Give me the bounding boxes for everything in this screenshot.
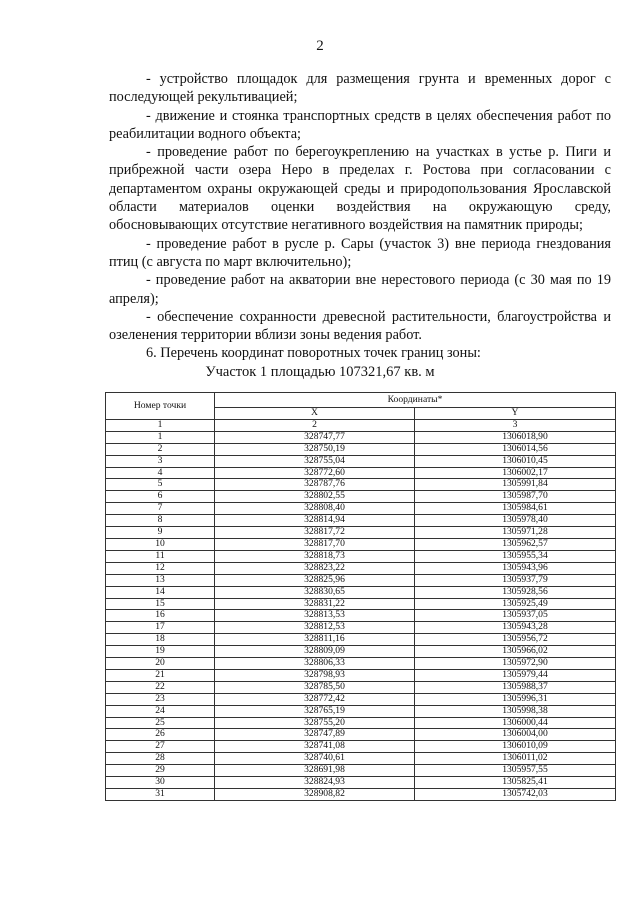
point-number-cell: 13 [106,574,215,586]
table-row [106,646,616,658]
y-coordinate-cell: 1305991,84 [415,479,616,491]
point-number-cell: 23 [106,693,215,705]
x-coordinate-cell: 328798,93 [215,669,415,681]
table-row [106,717,616,729]
y-coordinate-cell: 1305943,28 [415,622,616,634]
table-row [106,705,616,717]
x-coordinate-cell: 328814,94 [215,515,415,527]
page-number: 2 [316,38,324,54]
y-coordinate-cell: 1305998,38 [415,705,616,717]
paragraph-1: - устройство площадок для размещения грунта и временных дорог с последующей рекультивацией; [109,71,611,106]
y-coordinate-cell: 1306004,00 [415,729,616,741]
y-coordinate-cell: 1305957,55 [415,765,616,777]
coordinates-table-body [106,431,616,800]
table-row [106,777,616,789]
table-row [106,622,616,634]
x-coordinate-cell: 328755,20 [215,717,415,729]
paragraph-3: - проведение работ по берегоукреплению на участках в устье р. Пиги и прибрежной части озера Неро в пределах г. Ростова при согласовании с департаментом охраны окружающей среды и природопользования Ярославской области материалов оценки воздействия на окружающую среду, обосновывающих отсутствие негативного воздействия на памятник природы; [109,144,611,234]
table-row [106,741,616,753]
table-row [106,729,616,741]
table-row [106,658,616,670]
point-number-cell: 9 [106,527,215,539]
section-title: Участок 1 площадью 107321,67 кв. м [205,364,435,380]
x-coordinate-cell: 328802,55 [215,491,415,503]
y-coordinate-cell: 1306000,44 [415,717,616,729]
x-coordinate-cell: 328740,61 [215,753,415,765]
point-number-cell: 27 [106,741,215,753]
paragraph-5: - проведение работ на акватории вне нерестового периода (с 30 мая по 19 апреля); [109,272,611,307]
header-x: X [215,408,415,420]
index-cell-2: 2 [215,419,415,431]
x-coordinate-cell: 328747,89 [215,729,415,741]
x-coordinate-cell: 328908,82 [215,789,415,801]
point-number-cell: 20 [106,658,215,670]
table-row [106,765,616,777]
table-row [106,693,616,705]
table-row [106,574,616,586]
point-number-cell: 21 [106,669,215,681]
y-coordinate-cell: 1305825,41 [415,777,616,789]
x-coordinate-cell: 328817,70 [215,538,415,550]
x-coordinate-cell: 328741,08 [215,741,415,753]
y-coordinate-cell: 1305972,90 [415,658,616,670]
paragraph-6: - обеспечение сохранности древесной растительности, благоустройства и озеленения территории вблизи зоны ведения работ. [109,308,611,344]
x-coordinate-cell: 328691,98 [215,765,415,777]
y-coordinate-cell: 1305925,49 [415,598,616,610]
y-coordinate-cell: 1306011,02 [415,753,616,765]
x-coordinate-cell: 328817,72 [215,527,415,539]
x-coordinate-cell: 328785,50 [215,681,415,693]
x-coordinate-cell: 328813,53 [215,610,415,622]
y-coordinate-cell: 1305937,79 [415,574,616,586]
header-coordinates: Координаты* [215,393,616,408]
y-coordinate-cell: 1305971,28 [415,527,616,539]
x-coordinate-cell: 328830,65 [215,586,415,598]
point-number-cell: 24 [106,705,215,717]
x-coordinate-cell: 328825,96 [215,574,415,586]
table-row [106,681,616,693]
table-row [106,479,616,491]
point-number-cell: 14 [106,586,215,598]
x-coordinate-cell: 328747,77 [215,431,415,443]
y-coordinate-cell: 1306002,17 [415,467,616,479]
point-number-cell: 19 [106,646,215,658]
x-coordinate-cell: 328812,53 [215,622,415,634]
y-coordinate-cell: 1305987,70 [415,491,616,503]
point-number-cell: 10 [106,538,215,550]
point-number-cell: 28 [106,753,215,765]
table-row [106,598,616,610]
table-row [106,431,616,443]
point-number-cell: 18 [106,634,215,646]
x-coordinate-cell: 328823,22 [215,562,415,574]
table-row [106,753,616,765]
y-coordinate-cell: 1306014,56 [415,443,616,455]
x-coordinate-cell: 328772,42 [215,693,415,705]
point-number-cell: 8 [106,515,215,527]
table-row [106,503,616,515]
point-number-cell: 2 [106,443,215,455]
point-number-cell: 26 [106,729,215,741]
header-y: Y [415,408,616,420]
x-coordinate-cell: 328824,93 [215,777,415,789]
y-coordinate-cell: 1305962,57 [415,538,616,550]
point-number-cell: 25 [106,717,215,729]
point-number-cell: 7 [106,503,215,515]
point-number-cell: 11 [106,550,215,562]
table-row [106,538,616,550]
y-coordinate-cell: 1305742,03 [415,789,616,801]
table-row [106,550,616,562]
table-row [106,515,616,527]
point-number-cell: 22 [106,681,215,693]
y-coordinate-cell: 1305928,56 [415,586,616,598]
x-coordinate-cell: 328811,16 [215,634,415,646]
table-row [106,467,616,479]
y-coordinate-cell: 1305996,31 [415,693,616,705]
y-coordinate-cell: 1306010,09 [415,741,616,753]
y-coordinate-cell: 1305988,37 [415,681,616,693]
point-number-cell: 12 [106,562,215,574]
coordinates-table [105,392,616,801]
table-row [106,562,616,574]
point-number-cell: 1 [106,431,215,443]
table-row [106,789,616,801]
table-row [106,610,616,622]
y-coordinate-cell: 1305955,34 [415,550,616,562]
point-number-cell: 31 [106,789,215,801]
point-number-cell: 6 [106,491,215,503]
y-coordinate-cell: 1305937,05 [415,610,616,622]
y-coordinate-cell: 1306010,45 [415,455,616,467]
point-number-cell: 15 [106,598,215,610]
paragraph-2: - движение и стоянка транспортных средств в целях обеспечения работ по реабилитации водного объекта; [109,107,611,142]
table-row [106,669,616,681]
point-number-cell: 3 [106,455,215,467]
point-number-cell: 29 [106,765,215,777]
x-coordinate-cell: 328809,09 [215,646,415,658]
x-coordinate-cell: 328808,40 [215,503,415,515]
x-coordinate-cell: 328818,73 [215,550,415,562]
table-row [106,443,616,455]
header-point-number: Номер точки [106,393,215,420]
paragraph-7: 6. Перечень координат поворотных точек границ зоны: [146,345,481,362]
point-number-cell: 17 [106,622,215,634]
table-row [106,634,616,646]
y-coordinate-cell: 1306018,90 [415,431,616,443]
index-cell-3: 3 [415,419,616,431]
point-number-cell: 4 [106,467,215,479]
point-number-cell: 5 [106,479,215,491]
y-coordinate-cell: 1305979,44 [415,669,616,681]
y-coordinate-cell: 1305984,61 [415,503,616,515]
table-row [106,527,616,539]
point-number-cell: 16 [106,610,215,622]
y-coordinate-cell: 1305956,72 [415,634,616,646]
point-number-cell: 30 [106,777,215,789]
table-row [106,455,616,467]
table-row [106,491,616,503]
index-cell-1: 1 [106,419,215,431]
x-coordinate-cell: 328750,19 [215,443,415,455]
x-coordinate-cell: 328755,04 [215,455,415,467]
y-coordinate-cell: 1305966,02 [415,646,616,658]
x-coordinate-cell: 328806,33 [215,658,415,670]
y-coordinate-cell: 1305943,96 [415,562,616,574]
x-coordinate-cell: 328831,22 [215,598,415,610]
table-row [106,586,616,598]
x-coordinate-cell: 328772,60 [215,467,415,479]
x-coordinate-cell: 328787,76 [215,479,415,491]
paragraph-4: - проведение работ в русле р. Сары (участок 3) вне периода гнездования птиц (с августа по март включительно); [109,235,611,270]
body-text [109,70,611,363]
y-coordinate-cell: 1305978,40 [415,515,616,527]
x-coordinate-cell: 328765,19 [215,705,415,717]
